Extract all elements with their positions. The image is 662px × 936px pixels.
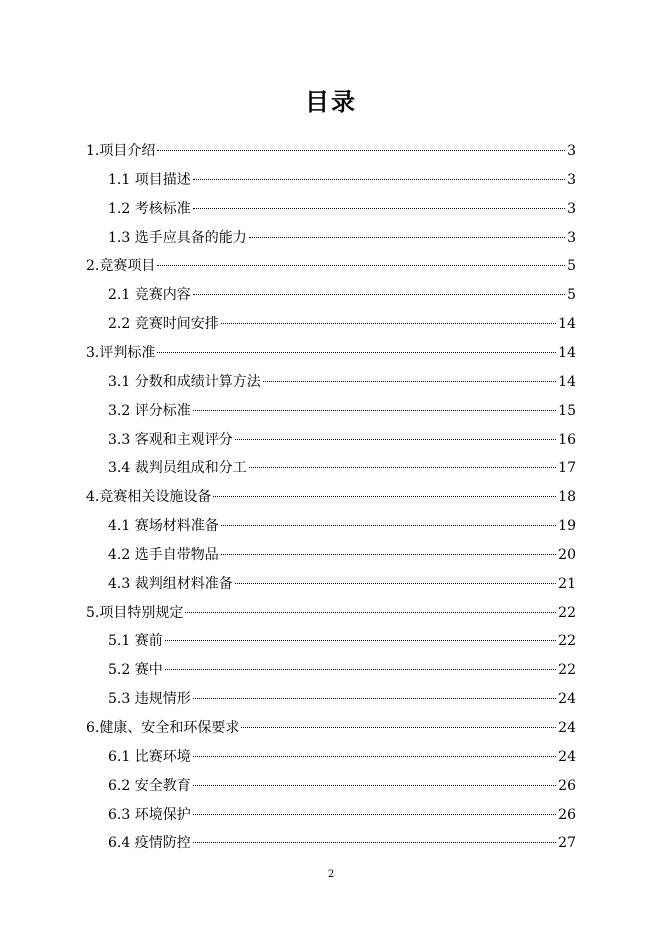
toc-section-entry[interactable]	[86, 715, 576, 741]
toc-entry-label: 1.1 项目描述	[108, 172, 191, 188]
toc-entry-page: 22	[558, 662, 576, 678]
toc-entry-label: 3.评判标准	[86, 345, 156, 361]
toc-dot-leader	[157, 150, 565, 151]
toc-entry-label: 5.2 赛中	[108, 662, 163, 678]
toc-entry-page: 3	[567, 201, 576, 217]
toc-entry-page: 5	[567, 258, 576, 274]
toc-dot-leader	[165, 669, 556, 670]
page-title: 目录	[305, 87, 357, 116]
toc-subsection-entry[interactable]	[108, 369, 576, 395]
toc-entry-label: 4.竞赛相关设施设备	[86, 489, 212, 505]
toc-dot-leader	[221, 525, 556, 526]
toc-dot-leader	[213, 496, 556, 497]
toc-subsection-entry[interactable]	[108, 773, 576, 799]
toc-entry-page: 17	[558, 460, 576, 476]
toc-subsection-entry[interactable]	[108, 398, 576, 424]
toc-entry-page: 19	[558, 518, 576, 534]
toc-subsection-entry[interactable]	[108, 542, 576, 568]
toc-entry-page: 20	[558, 547, 576, 563]
toc-dot-leader	[185, 612, 556, 613]
toc-dot-leader	[193, 814, 556, 815]
toc-entry-label: 5.1 赛前	[108, 633, 163, 649]
toc-entry-page: 21	[558, 576, 576, 592]
toc-dot-leader	[249, 467, 556, 468]
toc-entry-page: 24	[558, 691, 576, 707]
toc-subsection-entry[interactable]	[108, 513, 576, 539]
toc-entry-page: 26	[558, 807, 576, 823]
toc-dot-leader	[193, 294, 565, 295]
toc-entry-label: 3.2 评分标准	[108, 403, 191, 419]
toc-entry-page: 3	[567, 230, 576, 246]
toc-entry-label: 5.项目特别规定	[86, 605, 184, 621]
toc-dot-leader	[193, 179, 565, 180]
toc-dot-leader	[157, 265, 565, 266]
toc-entry-page: 3	[567, 172, 576, 188]
toc-entry-page: 14	[558, 316, 576, 332]
toc-entry-page: 27	[558, 835, 576, 851]
toc-entry-page: 24	[558, 720, 576, 736]
toc-dot-leader	[193, 208, 565, 209]
toc-dot-leader	[157, 352, 556, 353]
toc-entry-label: 3.3 客观和主观评分	[108, 432, 233, 448]
toc-entry-label: 5.3 违规情形	[108, 691, 191, 707]
toc-entry-label: 6.健康、安全和环保要求	[86, 720, 240, 736]
toc-entry-label: 1.3 选手应具备的能力	[108, 230, 247, 246]
toc-entry-label: 3.4 裁判员组成和分工	[108, 460, 247, 476]
toc-entry-label: 2.2 竞赛时间安排	[108, 316, 219, 332]
toc-subsection-entry[interactable]	[108, 686, 576, 712]
toc-entry-label: 4.3 裁判组材料准备	[108, 576, 233, 592]
toc-subsection-entry[interactable]	[108, 225, 576, 251]
toc-subsection-entry[interactable]	[108, 628, 576, 654]
toc-dot-leader	[193, 785, 556, 786]
toc-entry-page: 14	[558, 345, 576, 361]
toc-entry-label: 4.2 选手自带物品	[108, 547, 219, 563]
toc-entry-label: 4.1 赛场材料准备	[108, 518, 219, 534]
toc-subsection-entry[interactable]	[108, 830, 576, 856]
toc-dot-leader	[249, 237, 565, 238]
toc-entry-page: 18	[558, 489, 576, 505]
toc-subsection-entry[interactable]	[108, 571, 576, 597]
toc-dot-leader	[263, 381, 556, 382]
toc-dot-leader	[193, 842, 556, 843]
toc-entry-page: 16	[558, 432, 576, 448]
toc-dot-leader	[193, 410, 556, 411]
toc-entry-label: 2.竞赛项目	[86, 258, 156, 274]
toc-dot-leader	[235, 583, 556, 584]
toc-section-entry[interactable]	[86, 138, 576, 164]
toc-entry-page: 5	[567, 287, 576, 303]
toc-entry-page: 22	[558, 605, 576, 621]
toc-entry-label: 6.1 比赛环境	[108, 749, 191, 765]
toc-dot-leader	[193, 698, 556, 699]
toc-dot-leader	[193, 756, 556, 757]
toc-entry-label: 3.1 分数和成绩计算方法	[108, 374, 261, 390]
toc-subsection-entry[interactable]	[108, 455, 576, 481]
toc-entry-label: 2.1 竞赛内容	[108, 287, 191, 303]
toc-section-entry[interactable]	[86, 340, 576, 366]
toc-dot-leader	[165, 640, 556, 641]
toc-subsection-entry[interactable]	[108, 167, 576, 193]
toc-entry-page: 15	[558, 403, 576, 419]
toc-section-entry[interactable]	[86, 253, 576, 279]
toc-entry-label: 6.3 环境保护	[108, 807, 191, 823]
toc-subsection-entry[interactable]	[108, 657, 576, 683]
toc-entry-page: 26	[558, 778, 576, 794]
toc-entry-label: 1.项目介绍	[86, 143, 156, 159]
toc-entry-page: 24	[558, 749, 576, 765]
toc-subsection-entry[interactable]	[108, 196, 576, 222]
toc-dot-leader	[235, 439, 556, 440]
toc-entry-label: 6.2 安全教育	[108, 778, 191, 794]
toc-subsection-entry[interactable]	[108, 311, 576, 337]
toc-subsection-entry[interactable]	[108, 744, 576, 770]
toc-entry-page: 22	[558, 633, 576, 649]
page-number: 2	[327, 869, 335, 880]
toc-entry-page: 14	[558, 374, 576, 390]
toc-subsection-entry[interactable]	[108, 802, 576, 828]
toc-entry-label: 1.2 考核标准	[108, 201, 191, 217]
toc-dot-leader	[221, 554, 556, 555]
toc-dot-leader	[241, 727, 556, 728]
toc-section-entry[interactable]	[86, 484, 576, 510]
toc-subsection-entry[interactable]	[108, 282, 576, 308]
toc-entry-label: 6.4 疫情防控	[108, 835, 191, 851]
toc-dot-leader	[221, 323, 556, 324]
toc-section-entry[interactable]	[86, 600, 576, 626]
toc-entry-page: 3	[567, 143, 576, 159]
toc-subsection-entry[interactable]	[108, 427, 576, 453]
